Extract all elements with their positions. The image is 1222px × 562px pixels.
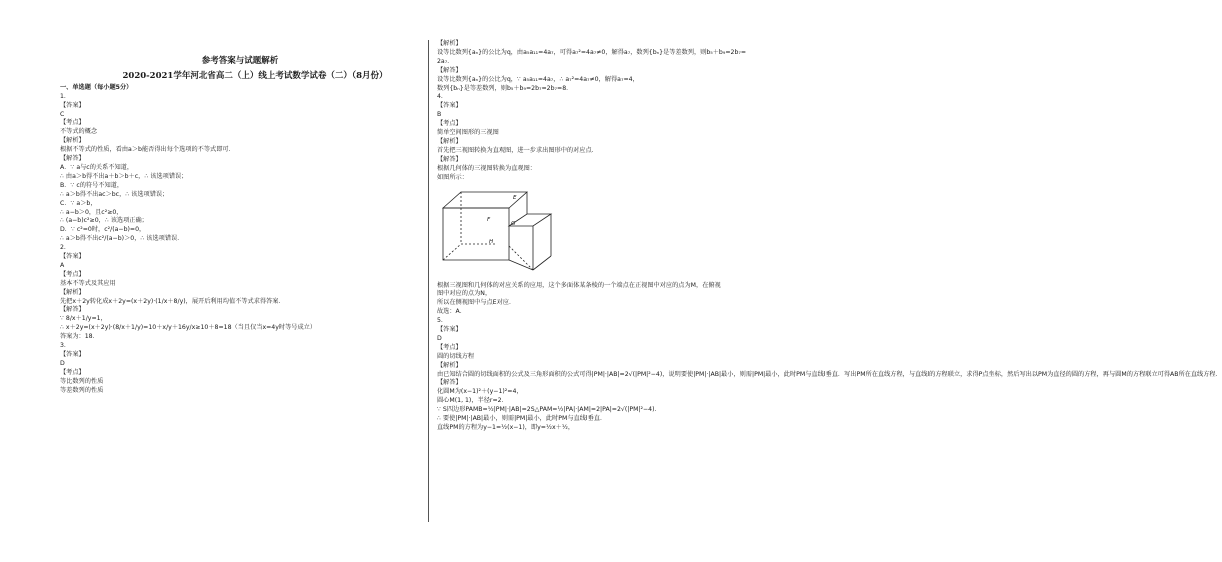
text-line: 【解析】 [437,40,462,47]
text-line: 等差数列的性质 [60,386,104,394]
text-line: 设等比数列{aₙ}的公比为q，∵ a₅a₁₁=4a₇，∴ a₇²=4a₇≠0，解得a₇=4， [437,75,639,83]
text-line: ∴ a＞b得不出ac＞bc，∴ 该选项错误； [60,190,169,198]
text-line: D．∵ c²=0时，c²/(a−b)=0， [60,226,146,234]
label-f: F [487,216,491,223]
text-line: 【解析】 [60,137,85,145]
text-line: 直线PM的方程为y−1=½(x−1)，即y=½x＋½， [437,424,575,431]
text-line: 2a₇． [437,57,454,65]
page-title: 参考答案与试题解析 [201,56,279,66]
text-line: 【解答】 [60,155,85,163]
text-line: 圆的切线方程 [437,352,475,360]
text-line: B [437,111,442,119]
text-line: 【答案】 [60,253,85,261]
right-column [437,40,1222,433]
text-line: D [60,359,65,367]
text-line: ∵ S四边形PAMB=½|PM|·|AB|=2S△PAM=½|PA|·|AM|=2|PA|=2√(|PM|²−4)． [437,406,661,414]
text-line: 【答案】 [60,101,85,109]
text-line: 故选：A． [437,308,466,316]
text-line: D [437,334,442,342]
text-line: 【答案】 [437,326,462,334]
text-line: 等比数列的性质 [60,377,104,385]
text-line: 圆心M(1, 1)，半径r=2． [437,397,508,405]
text-line: 化圆M为(x−1)²＋(y−1)²=4， [437,388,523,396]
text-line: 简单空间图形的三视图 [437,129,499,137]
text-line: 根据三视图和几何体的对应关系的应用，这个多面体某条棱的一个端点在正视图中对应的点为M，在俯视 [437,281,721,289]
text-line: 数列{bₙ}是等差数列，则b₅＋b₉=2b₇=2b₇=8． [437,84,573,92]
text-line: 根据几何体的三视图转换为直观图： [437,164,536,172]
section-heading: 一、单选题（每小题5分） [60,83,133,91]
text-line: 【答案】 [437,102,462,110]
exam-subtitle: 2020-2021学年河北省高二（上）线上考试数学试卷（二）（8月份） [122,70,388,81]
text-line: 【考点】 [60,368,85,376]
text-line: 【答案】 [60,351,85,358]
label-e: E [513,194,517,201]
text-line: 4. [437,93,443,101]
label-h: H [489,238,494,245]
text-line: 1. [60,92,66,100]
text-line: 基本不等式及其应用 [60,279,116,287]
text-line: ∴ a−b＞0，且c²≥0， [60,208,123,216]
text-line: 【解析】 [437,137,462,145]
text-line: 由已知结合圆的切线面积的公式及三角形面积的公式可得|PM|·|AB|=2√(|PM|²−4)，说明要使|PM|·|AB|最小，则需|PM|最小，此时PM与直线l垂直．写出PM所在直线方程，与直线l的方程联立，求得P点坐标，然后写出以PM为直径的圆的方程，再与圆M的方程联立可得AB所在直线方程． [437,370,1222,378]
text-line: C [60,110,65,118]
text-line: 【考点】 [60,270,85,278]
text-line: B．∵ c的符号不知道， [60,181,124,189]
polyhedron-diagram [439,186,557,278]
text-line: 【解析】 [437,361,462,369]
text-line: 不等式的概念 [60,128,98,136]
solid-figure [439,186,557,278]
text-line: C．∵ a＞b， [60,199,97,207]
text-line: A [60,261,65,269]
text-line: ∵ 8/x＋1/y=1， [60,315,107,323]
text-line: ∴ (a−b)c²≥0，∴ 该选项正确； [60,217,148,225]
text-line: 2. [60,244,66,252]
text-line: 设等比数列{aₙ}的公比为q，由a₅a₁₁=4a₇，可得a₇²=4a₇≠0，解得a₇，数列{bₙ}是等差数列，则b₅＋b₉=2b₇= [437,48,747,56]
text-line: 【解答】 [437,155,462,163]
text-line: 先把x＋2y转化成x＋2y=(x＋2y)·(1/x＋8/y)，展开后利用均值不等式求得答案． [60,297,285,305]
text-line: ∴ 要使|PM|·|AB|最小，则需|PM|最小，此时PM与直线l垂直． [437,415,607,423]
label-g: G [511,220,516,227]
text-line: 【解答】 [60,306,85,314]
text-line: 所以在侧视图中与点E对应． [437,299,516,307]
text-line: ∴ a＞b得不出c²/(a−b)＞0，∴ 该选项错误． [60,235,184,243]
right-lines-top [437,40,772,183]
left-column [60,57,420,396]
text-line: 根据不等式的性质，看由a＞b能否得出每个选项的不等式即可． [60,146,235,154]
text-line: 【考点】 [60,119,85,127]
text-line: 5. [437,317,443,325]
text-line: 【考点】 [437,120,462,128]
text-line: 3. [60,342,66,350]
text-line: ∴ 由a＞b得不出a＋b＞b＋c，∴ 该选项错误； [60,172,188,180]
text-line: A．∵ a与c的关系不知道， [60,163,134,171]
text-line: 【解答】 [437,66,462,74]
right-lines-bottom [437,281,1222,433]
text-line: 首先把三视图转换为直观图，进一步求出图形中的对应点． [437,146,598,154]
text-line: 【考点】 [437,343,462,351]
left-lines [60,93,420,396]
text-line: ∴ x＋2y=(x＋2y)·(8/x＋1/y)=10＋x/y＋16y/x≥10＋8=18（当且仅当x=4y时等号成立） [60,324,317,332]
text-line: 【解析】 [60,288,85,296]
text-line: 答案为：18． [60,333,99,341]
column-divider [428,40,429,522]
text-line: 【解答】 [437,379,462,387]
text-line: 如图所示： [437,173,468,181]
text-line: 图中对应的点为N， [437,290,492,298]
